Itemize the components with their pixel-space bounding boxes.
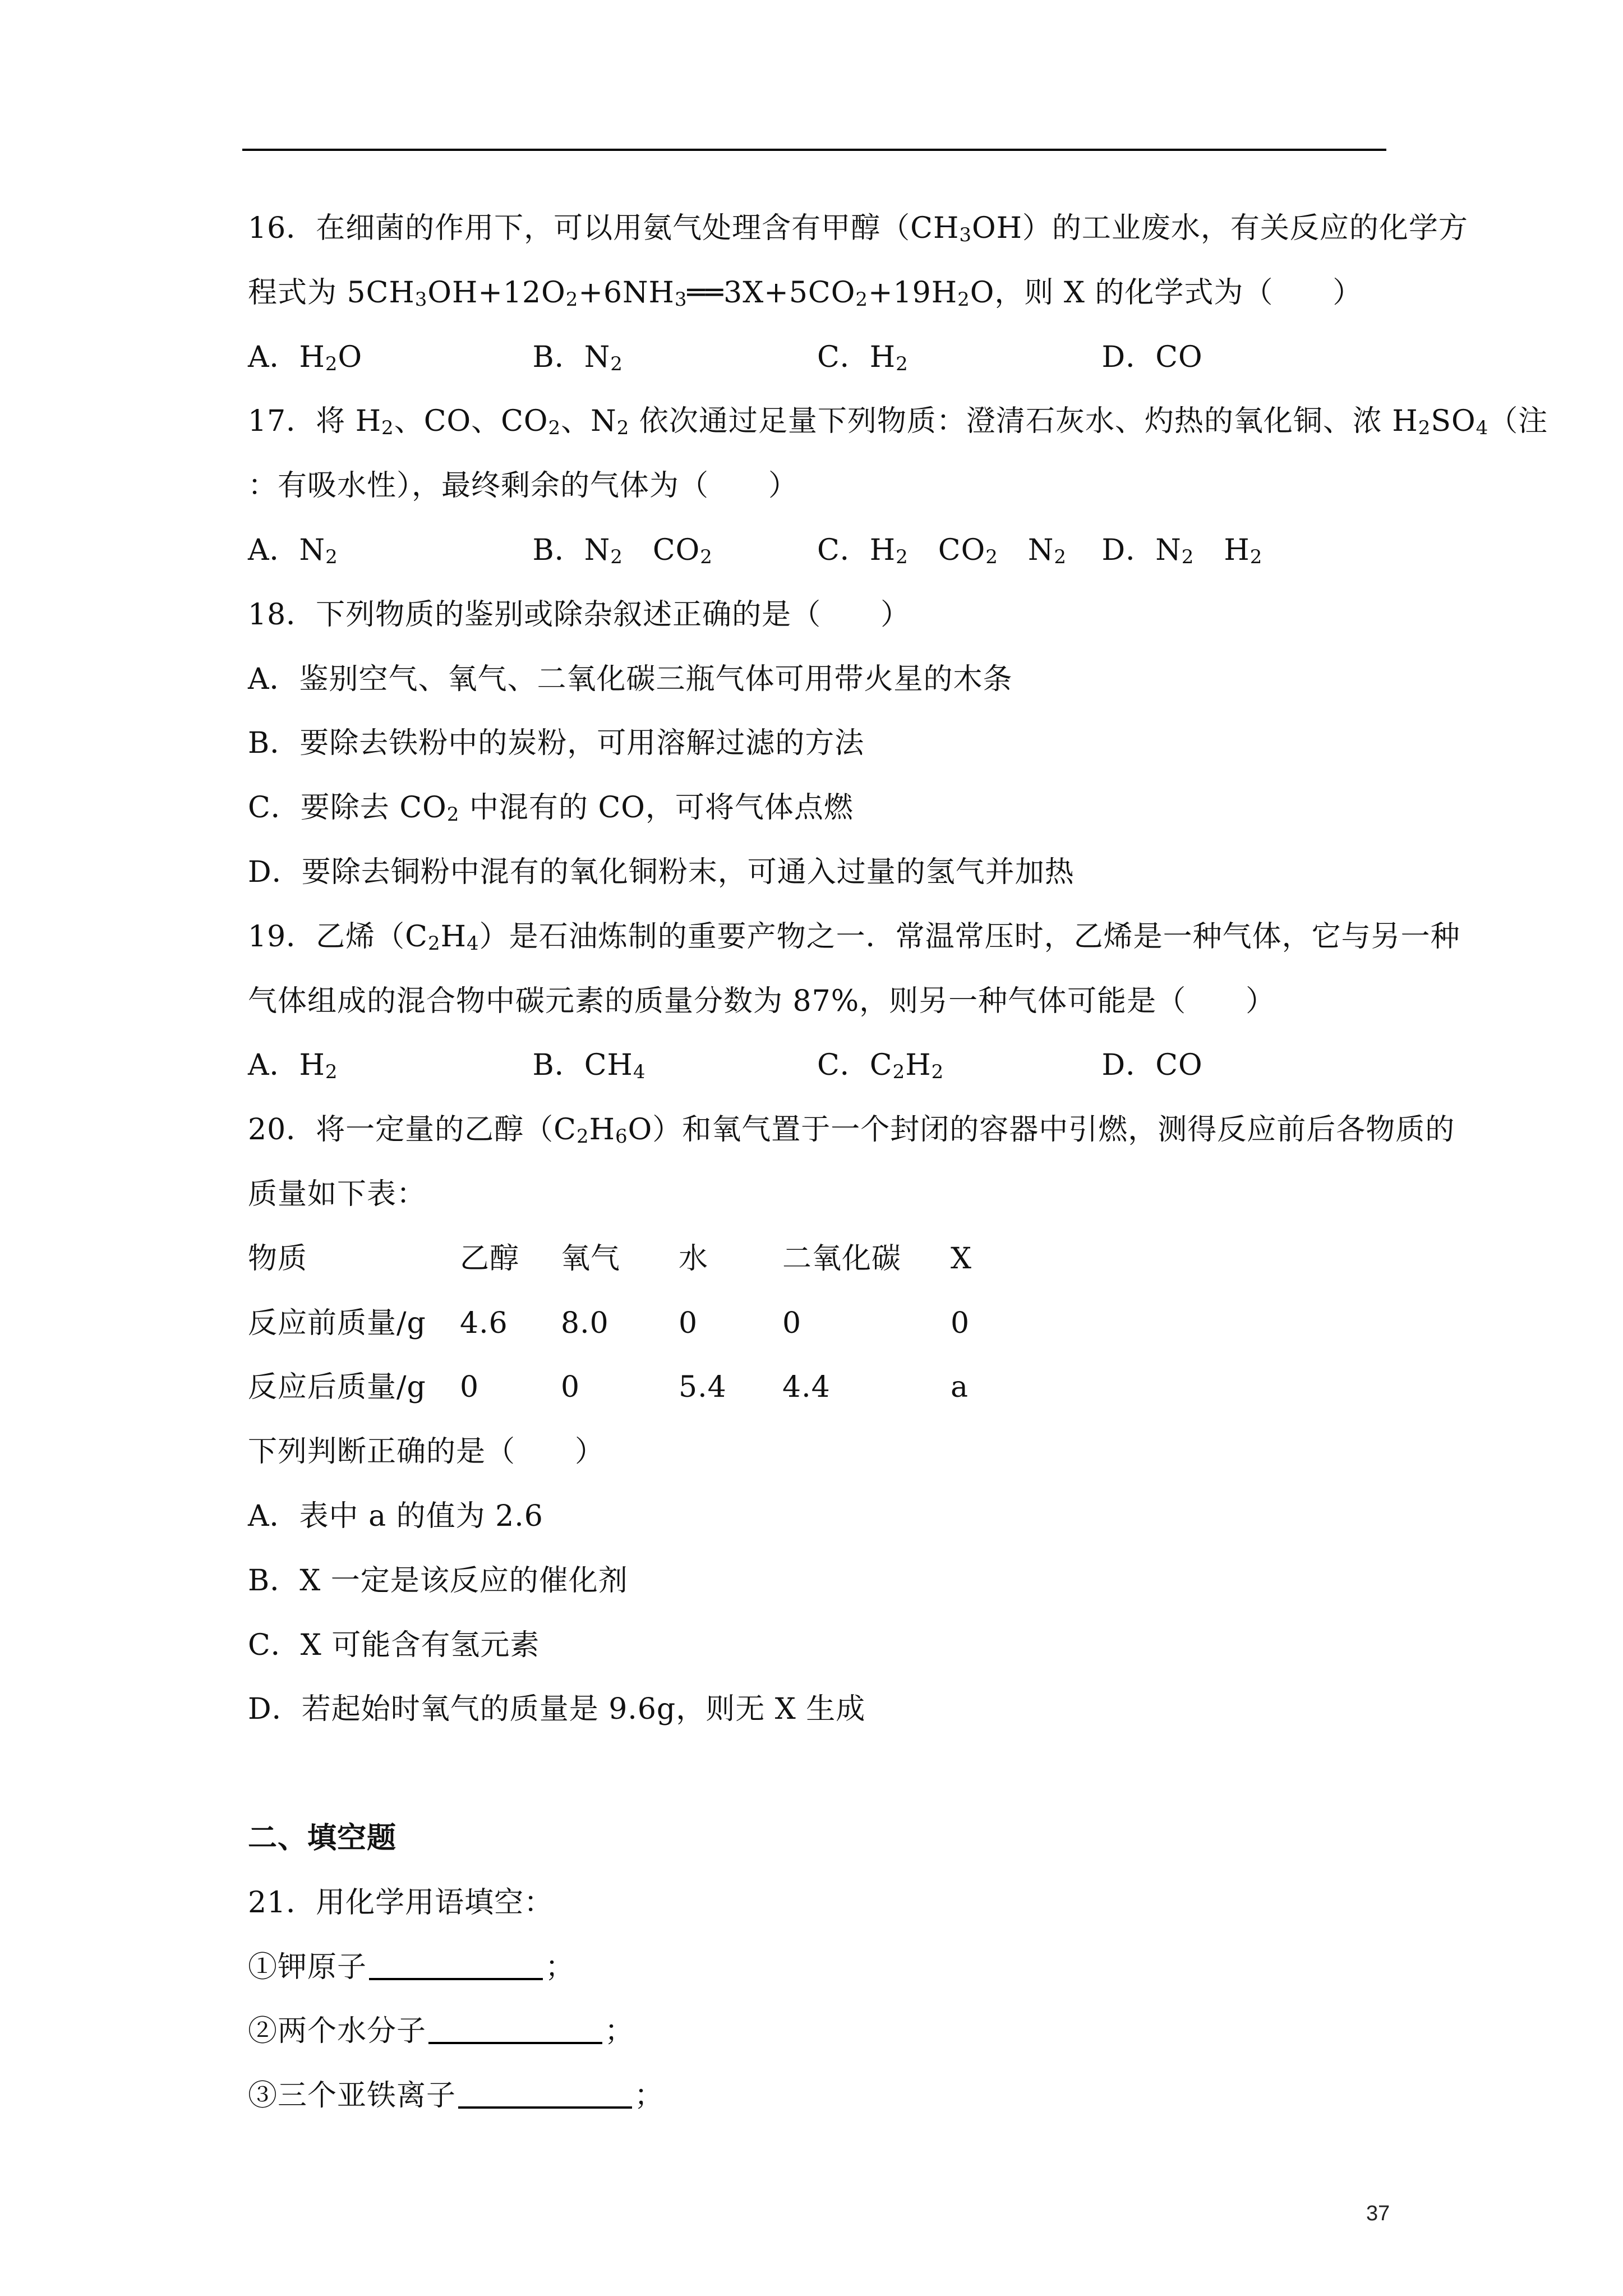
q17-option-c: C．$H_2$ $CO_2$ $N_2$ [817,533,1067,568]
q18-option-a: A．鉴别空气、氧气、二氧化碳三瓶气体可用带火星的木条 [248,662,1013,696]
q20-option-c: C．X 可能含有氢元素 [248,1628,540,1662]
q17-option-a: A．$N_2$ [248,533,338,568]
table-cell: 5.4 [679,1370,727,1405]
table-row [248,1291,1386,1356]
table-cell: 4.6 [460,1306,508,1340]
q18-option-c: C．要除去 $CO_2$ 中混有的 CO，可将气体点燃 [248,791,854,826]
q20-mass-table [248,1227,1386,1420]
q19-option-b: B．$CH_4$ [532,1048,646,1084]
q16-option-a: A．$H_2O$ [248,340,363,375]
q19-line-2: 气体组成的混合物中碳元素的质量分数为 87%，则另一种气体可能是（ ） [248,984,1276,1018]
q20-option-d: D．若起始时氧气的质量是 9.6g，则无 X 生成 [248,1692,866,1727]
table-cell: 0 [460,1370,479,1405]
table-cell: X [951,1241,972,1276]
q16-option-b: B．$N_2$ [532,340,623,375]
q19-options [248,1033,1386,1098]
page-content [248,196,1548,2128]
answer-blank[interactable] [369,1944,543,1980]
q17-line-2: ：有吸水性），最终剩余的气体为（ ） [248,469,799,503]
table-cell: 0 [561,1370,580,1405]
q19-option-d: D．CO [1101,1048,1203,1083]
q18-option-b: B．要除去铁粉中的炭粉，可用溶解过滤的方法 [248,726,865,761]
table-cell: 反应后质量/g [248,1370,426,1405]
q20-stem: 下列判断正确的是（ ） [248,1435,605,1469]
table-row [248,1227,1386,1291]
table-row [248,1355,1386,1420]
q19-option-a: A．$H_2$ [248,1048,338,1084]
q20-option-b: B．X 一定是该反应的催化剂 [248,1563,628,1598]
table-cell: 水 [679,1241,709,1276]
q16-option-d: D．CO [1101,340,1203,374]
table-cell: 0 [782,1306,802,1340]
q16-option-c: C．$H_2$ [817,340,909,375]
table-cell: 4.4 [782,1370,831,1405]
table-cell: 0 [951,1306,970,1340]
q17-options [248,518,1386,583]
q20-option-a: A．表中 a 的值为 2.6 [248,1499,543,1533]
q16-options [248,325,1386,390]
table-cell: 物质 [248,1241,308,1276]
table-cell: 8.0 [561,1306,609,1340]
q21-item-2: ②两个水分子 ； [248,1999,1386,2064]
table-cell: 氧气 [561,1241,621,1276]
header-rule [242,149,1386,151]
table-cell: a [951,1370,969,1405]
q17-line-1: 17．将 $H_2$、CO、$CO_2$、$N_2$ 依次通过足量下列物质：澄清石灰水、灼热的氧化铜、浓 $H_2SO_4$（注 [248,404,1548,440]
q21-item-3: ③三个亚铁离子 ； [248,2064,1386,2128]
table-cell: 反应前质量/g [248,1306,426,1340]
table-cell: 二氧化碳 [782,1241,902,1276]
table-cell: 0 [679,1306,698,1340]
q16-line-2: 程式为 $5CH_3OH+12O_2+6NH_3══3X+5CO_2+19H_2O$，则 X 的化学式为（ ） [248,275,1363,311]
q16-line-1: 16．在细菌的作用下，可以用氨气处理含有甲醇$(CH_3OH)$的工业废水，有关反应的化学方 [248,211,1468,246]
q17-option-d: D．$N_2$ $H_2$ [1101,533,1263,568]
q21-stem: 21．用化学用语填空： [248,1885,554,1920]
q18-stem: 18．下列物质的鉴别或除杂叙述正确的是（ ） [248,597,911,632]
q17-option-b: B．$N_2$ $CO_2$ [532,533,713,568]
section-gap [248,1742,1386,1806]
table-cell: 乙醇 [460,1241,520,1276]
q20-line-1: 20．将一定量的乙醇$(C_2H_6O)$和氧气置于一个封闭的容器中引燃，测得反应前后各物质的 [248,1113,1455,1148]
section-title: 二、填空题 [248,1821,397,1855]
q20-line-2: 质量如下表： [248,1177,427,1211]
q18-option-d: D．要除去铜粉中混有的氧化铜粉末，可通入过量的氢气并加热 [248,855,1075,889]
q19-line-1: 19．乙烯$(C_2H_4)$是石油炼制的重要产物之一．常温常压时，乙烯是一种气体，它与另一种 [248,919,1460,955]
answer-blank[interactable] [458,2073,632,2109]
answer-blank[interactable] [428,2008,602,2044]
q21-item-1: ①钾原子 ； [248,1935,1386,2000]
page-number: 37 [1366,2202,1390,2225]
q19-option-c: C．$C_2H_2$ [817,1048,944,1084]
